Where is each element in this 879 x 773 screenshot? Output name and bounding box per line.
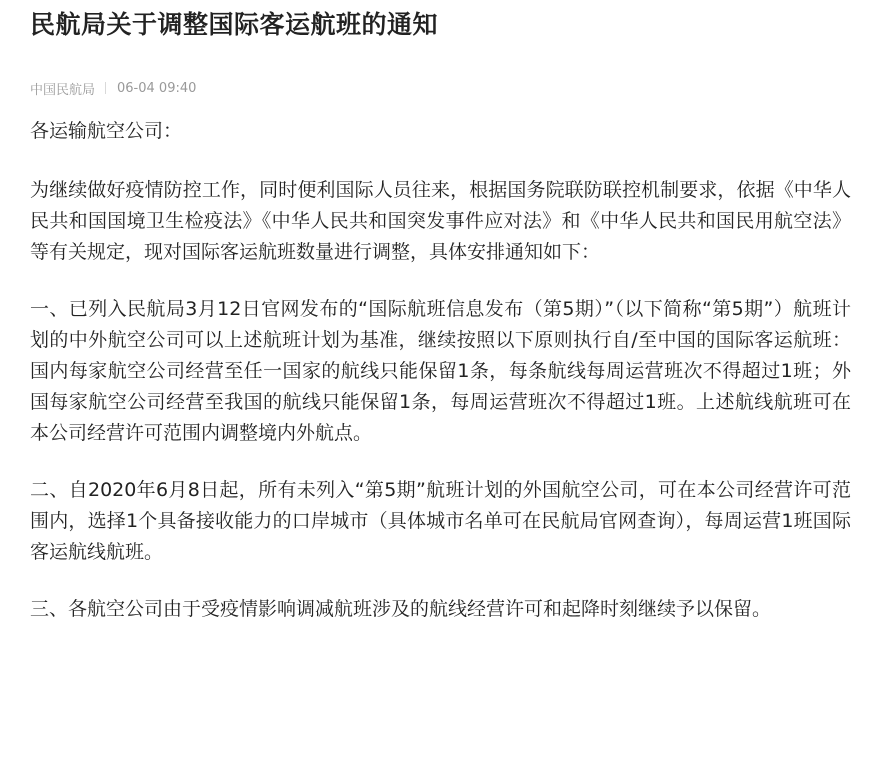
source-name[interactable]: 中国民航局 xyxy=(30,82,96,98)
intro-paragraph: 为继续做好疫情防控工作，同时便利国际人员往来，根据国务院联防联控机制要求，依据《中华人民共和国国境卫生检疫法》《中华人民共和国突发事件应对法》和《中华人民共和国民用航空法》等有关规定，现对国际客运航班数量进行调整，具体安排通知如下： xyxy=(30,179,851,263)
publish-time: 06-04 09:40 xyxy=(117,80,197,96)
article-meta xyxy=(30,78,851,98)
clause-three-paragraph: 三、各航空公司由于受疫情影响调减航班涉及的航线经营许可和起降时刻继续予以保留。 xyxy=(30,598,772,620)
clause-one-paragraph: 一、已列入民航局3月12日官网发布的“国际航班信息发布（第5期）”（以下简称“第5期”）航班计划的中外航空公司可以上述航班计划为基准，继续按照以下原则执行自/至中国的国际客运航班：国内每家航空公司经营至任一国家的航线只能保留1条，每条航线每周运营班次不得超过1班；外国每家航空公司经营至我国的航线只能保留1条，每周运营班次不得超过1班。上述航线航班可在本公司经营许可范围内调整境内外航点。 xyxy=(30,298,851,444)
meta-divider xyxy=(105,82,106,94)
clause-two-paragraph: 二、自2020年6月8日起，所有未列入“第5期”航班计划的外国航空公司，可在本公司经营许可范围内，选择1个具备接收能力的口岸城市（具体城市名单可在民航局官网查询），每周运营1班国际客运航线航班。 xyxy=(30,479,851,563)
article-body xyxy=(30,116,851,625)
salutation-paragraph: 各运输航空公司： xyxy=(30,120,183,142)
article-title: 民航局关于调整国际客运航班的通知 xyxy=(30,10,439,39)
